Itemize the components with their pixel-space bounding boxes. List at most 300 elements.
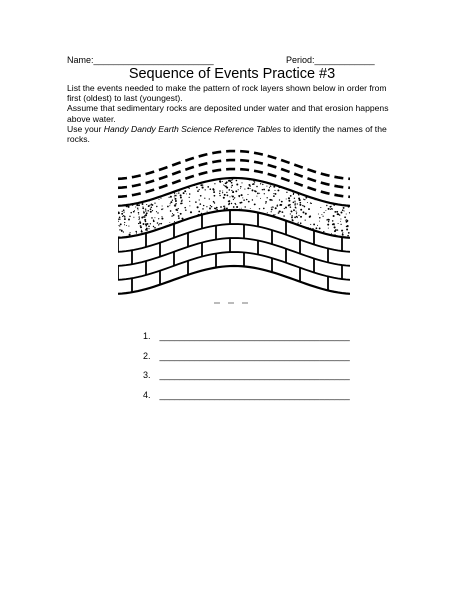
sand-grain — [123, 209, 125, 211]
sand-grain — [145, 221, 147, 223]
sand-grain — [154, 202, 155, 203]
sandstone-layer — [118, 178, 350, 238]
sand-grain — [241, 194, 243, 196]
sand-grain — [236, 206, 238, 208]
sand-grain — [200, 195, 202, 197]
sand-grain — [296, 211, 297, 212]
sand-grain — [154, 217, 155, 218]
sand-grain — [247, 187, 249, 189]
sand-grain — [153, 226, 154, 227]
sand-grain — [175, 195, 176, 196]
sand-grain — [334, 211, 336, 213]
sand-grain — [317, 225, 318, 226]
sand-grain — [337, 229, 338, 230]
sand-grain — [252, 199, 253, 200]
sand-grain — [325, 210, 326, 211]
sand-grain — [156, 206, 157, 207]
sand-grain — [170, 202, 171, 203]
sand-grain — [162, 208, 163, 209]
sand-grain — [146, 204, 147, 205]
sand-grain — [318, 214, 319, 215]
sand-grain — [202, 208, 204, 210]
sand-grain — [246, 199, 247, 200]
answer-blank-3[interactable]: ______________________________________ — [159, 370, 350, 380]
sand-grain — [269, 187, 270, 188]
sand-grain — [346, 214, 347, 215]
sand-grain — [233, 206, 235, 208]
sand-grain — [290, 213, 291, 214]
sand-grain — [214, 202, 215, 203]
sand-grain — [186, 193, 187, 194]
sand-grain — [139, 218, 140, 219]
sand-grain — [252, 189, 254, 191]
sand-grain — [189, 197, 190, 198]
sand-grain — [340, 218, 341, 219]
sand-grain — [140, 225, 141, 226]
sand-grain — [310, 224, 311, 225]
sand-grain — [260, 183, 261, 184]
shale-dash-line — [118, 151, 350, 179]
sand-grain — [161, 218, 163, 220]
sand-grain — [138, 223, 139, 224]
sand-grain — [202, 184, 203, 185]
sand-grain — [300, 216, 302, 218]
sand-grain — [224, 194, 226, 196]
sand-grain — [262, 189, 263, 190]
sand-grain — [298, 222, 299, 223]
sand-grain — [141, 217, 143, 219]
sand-grain — [158, 224, 159, 225]
sand-grain — [213, 189, 215, 191]
sand-grain — [214, 183, 215, 184]
answer-row-2 — [143, 351, 350, 371]
sand-grain — [148, 225, 150, 227]
sand-grain — [154, 227, 156, 229]
sand-grain — [178, 217, 180, 219]
sand-grain — [135, 206, 136, 207]
sand-grain — [173, 214, 175, 216]
sand-grain — [142, 207, 144, 209]
sand-grain — [170, 203, 171, 204]
sand-grain — [123, 215, 124, 216]
sand-grain — [247, 194, 248, 195]
sand-grain — [290, 206, 292, 208]
sand-grain — [267, 212, 268, 213]
sand-grain — [217, 207, 218, 208]
sand-grain — [302, 205, 303, 206]
sand-grain — [171, 215, 172, 216]
sand-grain — [298, 215, 299, 216]
reference-tables-title: Handy Dandy Earth Science Reference Tables — [103, 123, 282, 134]
sand-grain — [210, 205, 211, 206]
sand-grain — [257, 192, 259, 194]
sand-grain — [147, 210, 149, 212]
sand-grain — [294, 198, 295, 199]
sand-grain — [304, 199, 305, 200]
sand-grain — [184, 190, 186, 192]
sand-grain — [256, 186, 258, 188]
sand-grain — [286, 199, 287, 200]
sand-grain — [294, 217, 296, 219]
sand-grain — [226, 192, 227, 193]
sand-grain — [169, 222, 170, 223]
sand-grain — [181, 200, 183, 202]
sand-grain — [158, 218, 159, 219]
sand-grain — [189, 201, 190, 202]
sand-grain — [267, 197, 268, 198]
sand-grain — [248, 201, 250, 203]
sand-grain — [342, 233, 343, 234]
sand-grain — [145, 208, 146, 209]
sand-grain — [311, 203, 312, 204]
sand-grain — [344, 210, 345, 211]
sand-grain — [226, 187, 228, 189]
sand-grain — [273, 193, 274, 194]
sand-grain — [279, 204, 281, 206]
sand-grain — [248, 184, 250, 186]
sand-grain — [135, 231, 137, 233]
sand-grain — [174, 196, 175, 197]
worksheet-title: Sequence of Events Practice #3 — [128, 66, 336, 82]
sand-grain — [161, 216, 162, 217]
sand-grain — [264, 193, 265, 194]
sand-grain — [145, 210, 146, 211]
sand-grain — [303, 211, 305, 213]
sand-grain — [178, 215, 180, 217]
sand-grain — [279, 211, 281, 213]
sand-grain — [207, 211, 208, 212]
answer-number: 2. — [143, 350, 151, 361]
sand-grain — [150, 204, 151, 205]
sand-grain — [271, 207, 272, 208]
sand-grain — [242, 197, 243, 198]
sand-grain — [225, 182, 227, 184]
sand-grain — [288, 200, 290, 202]
name-field-label: Name:________________________ — [67, 55, 214, 65]
sand-grain — [347, 226, 348, 227]
sand-grain — [345, 220, 346, 221]
sand-grain — [152, 210, 153, 211]
sand-grain — [146, 212, 148, 214]
instruction-order: List the events needed to make the pattern of rock layers shown below in order from first (oldest) to last (youngest). — [67, 83, 387, 104]
sand-grain — [234, 197, 235, 198]
sand-grain — [146, 229, 148, 231]
sand-grain — [340, 224, 341, 225]
sand-grain — [293, 194, 294, 195]
sand-grain — [319, 221, 320, 222]
sand-grain — [144, 219, 146, 221]
sand-grain — [244, 206, 245, 207]
answer-number: 1. — [143, 331, 151, 341]
sand-grain — [143, 211, 144, 212]
sand-grain — [210, 188, 212, 190]
sand-grain — [145, 214, 147, 216]
sand-grain — [137, 208, 138, 209]
sand-grain — [346, 221, 348, 223]
sand-grain — [336, 211, 338, 213]
sand-grain — [328, 228, 329, 229]
sand-grain — [139, 221, 140, 222]
sand-grain — [146, 228, 148, 230]
sand-grain — [292, 219, 294, 221]
sand-grain — [219, 190, 221, 192]
sand-grain — [209, 208, 211, 210]
sand-grain — [124, 224, 125, 225]
sand-grain — [297, 217, 298, 218]
sand-grain — [271, 199, 273, 201]
sand-grain — [123, 231, 124, 232]
sand-grain — [236, 180, 238, 182]
sand-grain — [119, 218, 121, 220]
sand-grain — [143, 223, 145, 225]
sand-grain — [174, 198, 176, 200]
sand-grain — [123, 211, 124, 212]
sand-grain — [307, 202, 308, 203]
sand-grain — [335, 229, 337, 231]
answer-row-3 — [143, 370, 350, 390]
sand-grain — [326, 219, 328, 221]
sand-grain — [180, 213, 182, 215]
sand-grain — [281, 201, 283, 203]
sand-grain — [278, 212, 280, 214]
sand-grain — [337, 213, 339, 215]
answer-row-1 — [143, 331, 350, 351]
sand-grain — [324, 212, 325, 213]
sand-grain — [161, 223, 163, 225]
sand-grain — [178, 192, 179, 193]
shale-dash-line — [118, 160, 350, 188]
sand-grain — [235, 190, 237, 192]
sand-grain — [244, 189, 245, 190]
sand-grain — [250, 208, 251, 209]
answer-blank-1[interactable]: ______________________________________ — [159, 331, 350, 341]
sand-grain — [122, 216, 123, 217]
sand-grain — [286, 192, 287, 193]
sand-grain — [209, 198, 210, 199]
sand-grain — [219, 195, 220, 196]
sand-grain — [224, 207, 226, 209]
sand-grain — [321, 214, 322, 215]
sand-grain — [205, 189, 206, 190]
sand-grain — [256, 196, 257, 197]
sand-grain — [288, 204, 290, 206]
sand-grain — [277, 189, 279, 191]
sand-grain — [252, 184, 254, 186]
sand-grain — [119, 217, 121, 219]
answer-row-4 — [143, 390, 350, 410]
sand-grain — [151, 204, 153, 206]
limestone-layer — [118, 210, 350, 292]
sand-grain — [124, 216, 126, 218]
sand-grain — [151, 217, 153, 219]
sand-grain — [213, 201, 215, 203]
sand-grain — [220, 206, 222, 208]
sand-grain — [284, 208, 285, 209]
sand-grain — [272, 206, 273, 207]
sand-grain — [334, 226, 336, 228]
sand-grain — [178, 208, 179, 209]
sand-grain — [255, 191, 257, 193]
sand-grain — [190, 211, 192, 213]
sand-grain — [224, 206, 225, 207]
sand-grain — [160, 198, 161, 199]
sand-grain — [156, 211, 157, 212]
sand-grain — [128, 226, 129, 227]
sand-grain — [239, 196, 240, 197]
sand-grain — [300, 222, 302, 224]
sand-grain — [293, 209, 295, 211]
sand-grain — [285, 206, 287, 208]
sand-grain — [339, 214, 340, 215]
sand-grain — [207, 186, 209, 188]
sand-grain — [180, 197, 182, 199]
sand-grain — [158, 199, 159, 200]
sand-grain — [349, 212, 350, 213]
sand-grain — [262, 184, 263, 185]
sand-grain — [189, 205, 190, 206]
sand-grain — [240, 186, 241, 187]
sand-grain — [211, 206, 212, 207]
instruction-reference-suffix: to identify the names of the rocks. — [67, 123, 387, 145]
sand-grain — [167, 206, 169, 208]
sand-grain — [130, 232, 131, 233]
sand-grain — [304, 206, 306, 208]
shale-layer — [118, 151, 350, 197]
sand-grain — [274, 214, 275, 215]
sand-grain — [183, 192, 185, 194]
sand-grain — [296, 213, 297, 214]
answer-blank-2[interactable]: ______________________________________ — [159, 350, 350, 361]
sand-grain — [275, 193, 277, 195]
sand-grain — [342, 209, 344, 211]
sand-grain — [144, 216, 146, 218]
sand-grain — [233, 199, 234, 200]
sand-grain — [215, 208, 217, 210]
sand-grain — [172, 213, 173, 214]
sand-grain — [223, 197, 225, 199]
instruction-assumption: Assume that sedimentary rocks are deposited under water and that erosion happens above water. — [67, 103, 389, 124]
sand-grain — [119, 225, 120, 226]
sand-grain — [259, 193, 260, 194]
sand-grain — [169, 205, 170, 206]
sand-grain — [254, 204, 255, 205]
sand-grain — [121, 230, 123, 232]
sand-grain — [142, 203, 144, 205]
sand-grain — [233, 191, 235, 193]
sand-grain — [295, 203, 296, 204]
sand-grain — [298, 197, 300, 199]
sand-grain — [128, 206, 130, 208]
layer-boundary-line — [118, 266, 350, 294]
sand-grain — [293, 201, 295, 203]
sand-grain — [124, 222, 125, 223]
sand-grain — [138, 219, 139, 220]
sand-grain — [228, 200, 230, 202]
sand-grain — [141, 231, 143, 233]
sand-grain — [223, 185, 224, 186]
sand-grain — [227, 195, 229, 197]
sand-grain — [118, 219, 119, 220]
sand-grain — [333, 215, 335, 217]
sand-grain — [340, 221, 341, 222]
sand-grain — [282, 211, 284, 213]
sand-grain — [259, 208, 260, 209]
sand-grain — [162, 206, 163, 207]
sand-grain — [204, 198, 205, 199]
sand-grain — [271, 208, 273, 210]
sand-grain — [341, 212, 343, 214]
sand-grain — [196, 187, 198, 189]
sand-grain — [150, 223, 151, 224]
sand-grain — [275, 207, 277, 209]
sand-grain — [268, 189, 270, 191]
sand-grain — [295, 206, 297, 208]
sand-grain — [294, 201, 295, 202]
sand-grain — [141, 230, 142, 231]
sand-grain — [346, 226, 348, 228]
sand-grain — [219, 193, 220, 194]
sand-grain — [184, 207, 186, 209]
sand-grain — [330, 206, 332, 208]
sand-grain — [197, 190, 199, 192]
sand-grain — [138, 214, 139, 215]
sand-grain — [328, 219, 330, 221]
answer-blank-4[interactable]: ______________________________________ — [159, 389, 350, 400]
answer-number: 3. — [143, 370, 151, 380]
layer-boundaries — [118, 178, 350, 294]
sand-grain — [327, 224, 329, 226]
sand-grain — [341, 230, 343, 232]
sand-grain — [121, 213, 123, 215]
sand-grain — [203, 205, 204, 206]
answer-list — [143, 331, 350, 409]
sand-grain — [119, 229, 120, 230]
sand-grain — [199, 199, 200, 200]
sand-grain — [343, 207, 345, 209]
sand-grain — [299, 202, 301, 204]
sand-grain — [328, 208, 330, 210]
sand-grain — [274, 190, 275, 191]
sand-grain — [206, 206, 207, 207]
answer-number: 4. — [143, 389, 151, 400]
sand-grain — [239, 202, 241, 204]
sand-grain — [232, 179, 233, 180]
sand-grain — [319, 217, 321, 219]
sand-grain — [291, 215, 293, 217]
sand-grain — [170, 196, 172, 198]
sand-grain — [331, 208, 333, 210]
sand-grain — [222, 192, 223, 193]
sand-grain — [236, 183, 238, 185]
sand-grain — [148, 205, 150, 207]
sand-grain — [300, 209, 302, 211]
sand-grain — [138, 204, 140, 206]
rock-layers-diagram — [118, 140, 350, 310]
sand-grain — [202, 187, 204, 189]
sand-grain — [213, 191, 215, 193]
sand-grain — [232, 195, 234, 197]
sand-grain — [265, 203, 266, 204]
sand-grain — [140, 226, 142, 228]
sand-grain — [229, 202, 230, 203]
sand-grain — [176, 193, 177, 194]
sand-grain — [269, 199, 271, 201]
sand-grain — [146, 225, 148, 227]
sand-grain — [143, 212, 145, 214]
sand-grain — [320, 207, 321, 208]
sand-grain — [142, 206, 143, 207]
sand-grain — [332, 220, 334, 222]
